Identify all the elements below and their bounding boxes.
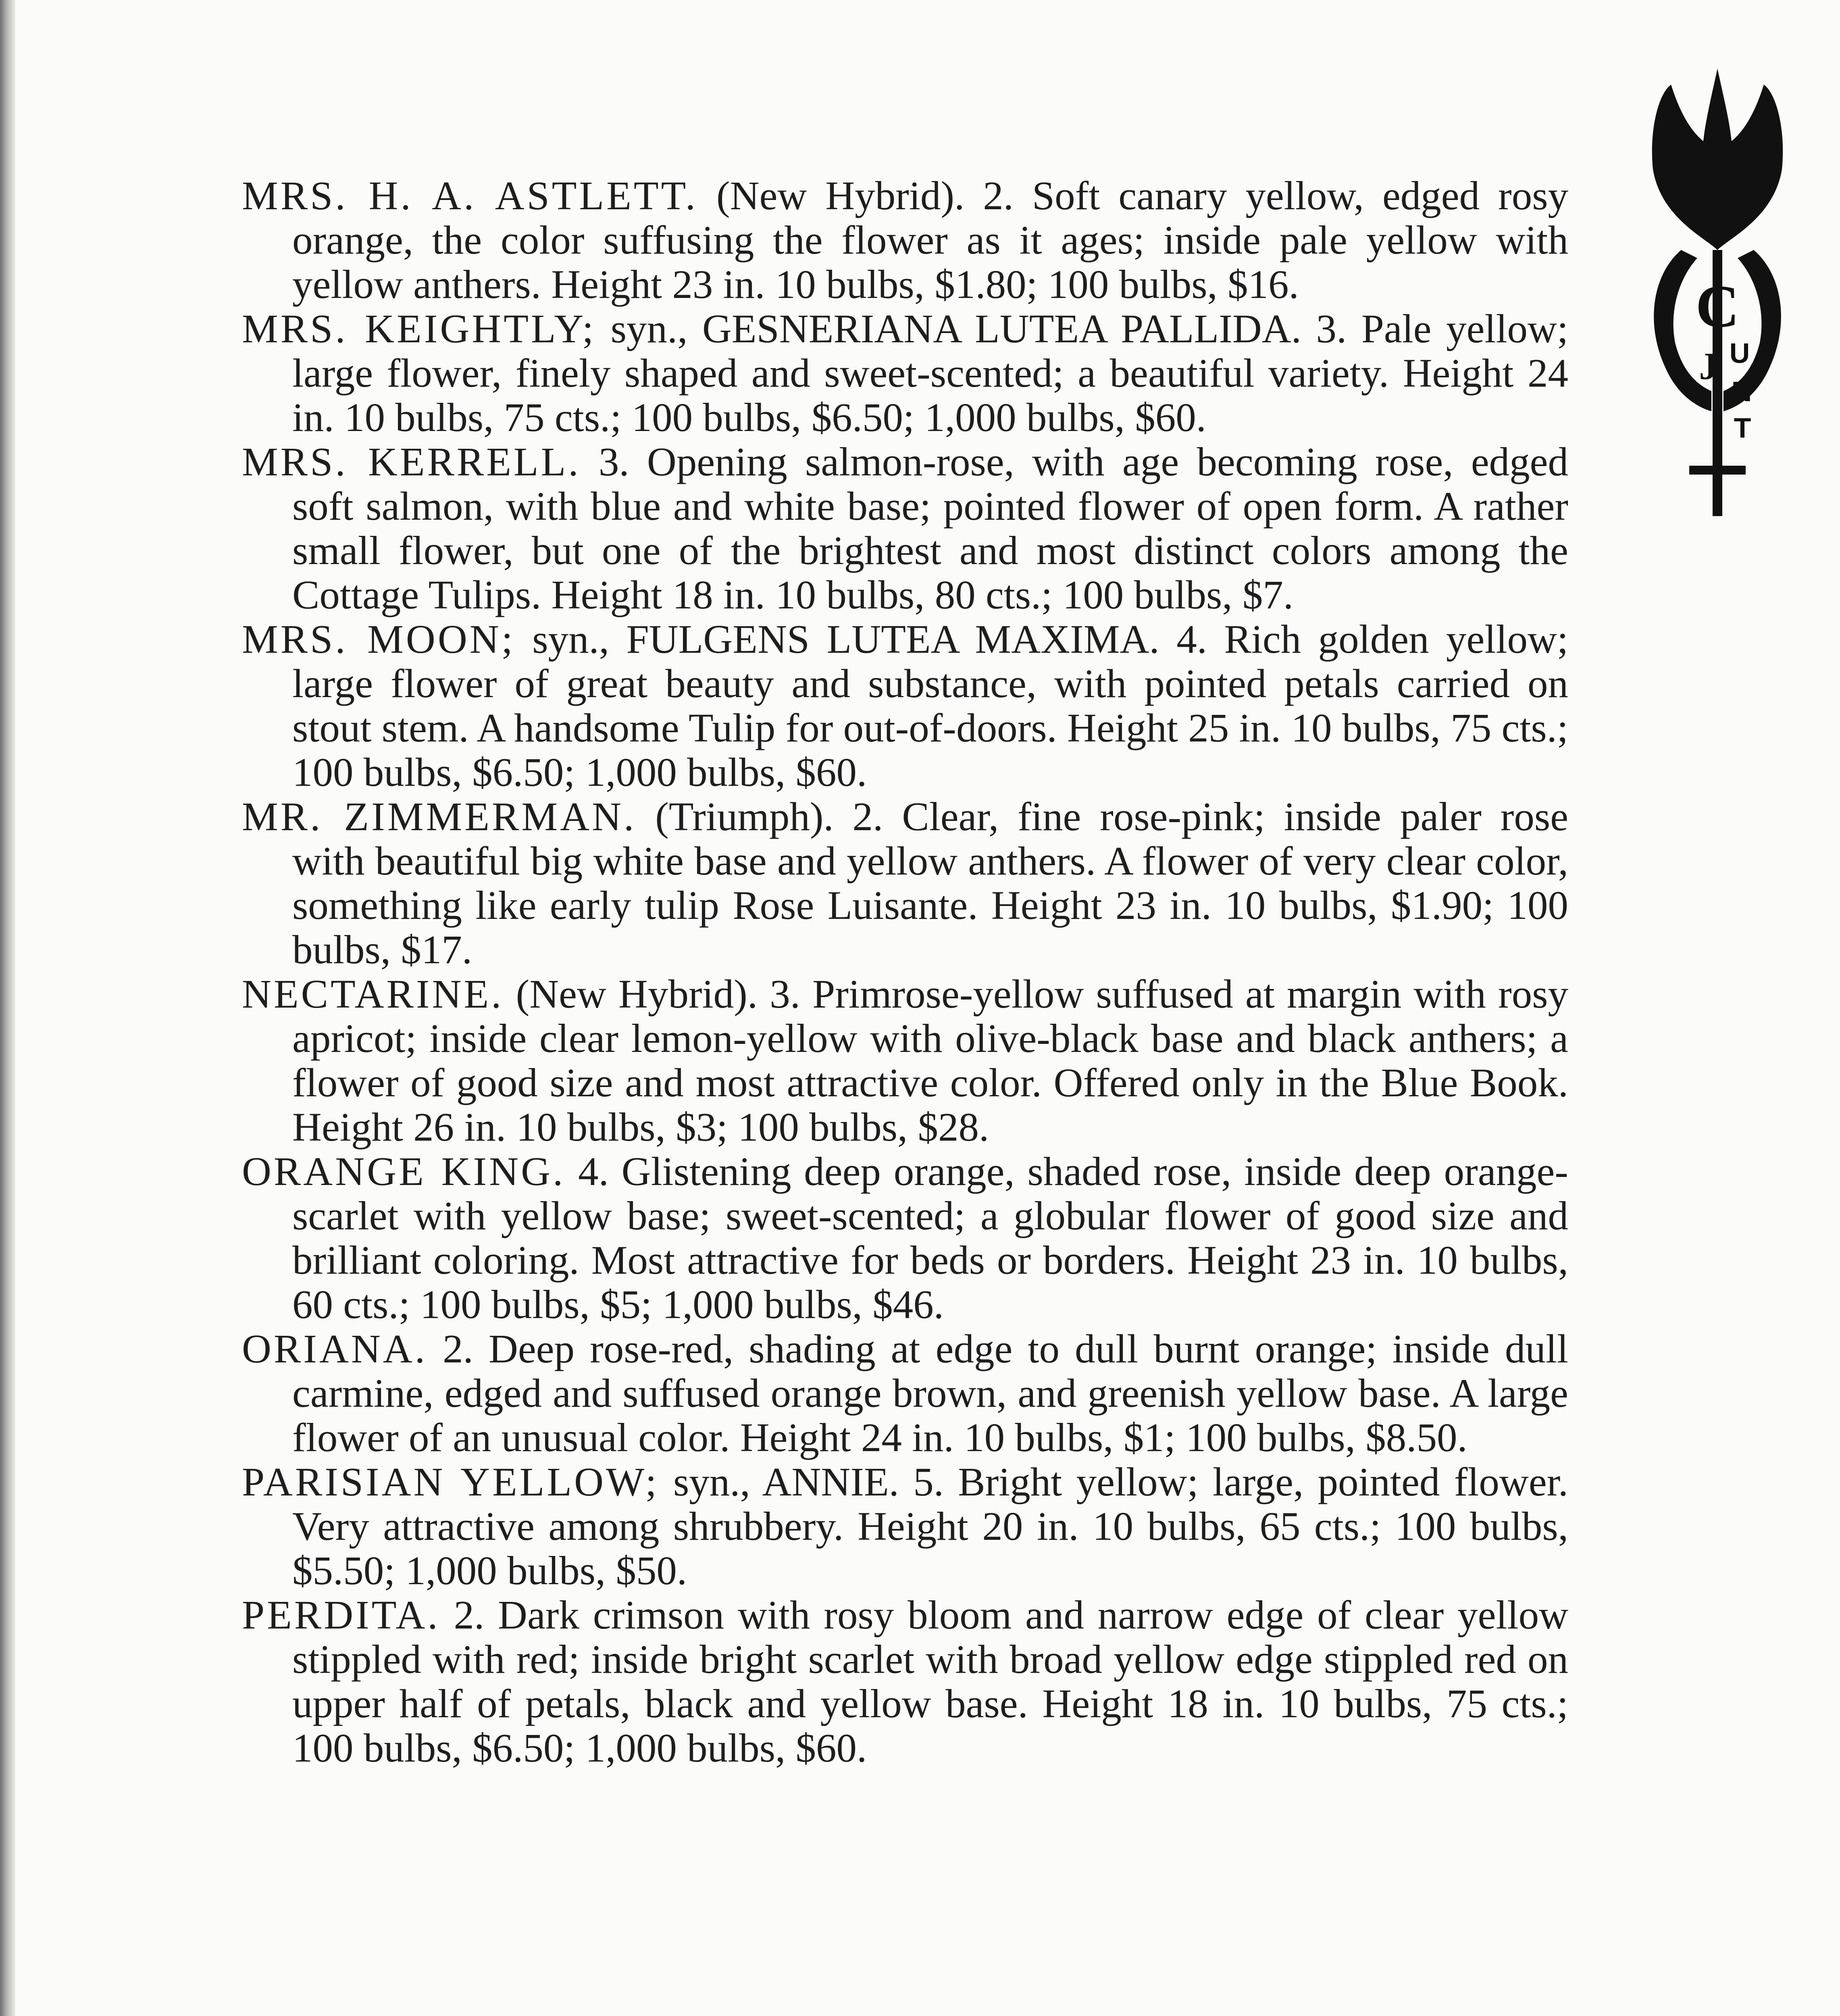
entry-name: PERDITA. xyxy=(242,1592,440,1637)
entry-description: (Triumph). 2. Clear, fine rose-pink; inside paler rose with beautiful big white base and yellow anthers. A flower of very clear color, something like early tulip Rose Luisante. Height 23 in. 10 bulbs, $1.90; 100 bulbs, $17. xyxy=(292,794,1569,972)
catalog-entry xyxy=(242,617,1568,794)
entry-description: (New Hybrid). 2. Soft canary yellow, edged rosy orange, the color suffusing the flower as it ages; inside pale yellow with yellow anthers. Height 23 in. 10 bulbs, $1.80; 100 bulbs, $16. xyxy=(292,173,1568,307)
entry-description: 3. Opening salmon-rose, with age becoming rose, edged soft salmon, with blue and white base; pointed flower of open form. A rather small flower, but one of the brightest and most distinct colors among the Cottage Tulips. Height 18 in. 10 bulbs, 80 cts.; 100 bulbs, $7. xyxy=(292,439,1568,617)
entry-description: (New Hybrid). 3. Primrose-yellow suffused at margin with rosy apricot; inside clear lemon-yellow with olive-black base and black anthers; a flower of good size and most attractive color. Offered only in the Blue Book. Height 26 in. 10 bulbs, $3; 100 bulbs, $28. xyxy=(292,971,1569,1150)
entry-name: MRS. H. A. ASTLETT. xyxy=(242,173,698,218)
catalog-entry xyxy=(242,972,1568,1149)
entry-description: syn., FULGENS LUTEA MAXIMA. 4. Rich golden yellow; large flower of great beauty and substance, with pointed petals carried on stout stem. A handsome Tulip for out-of-doors. Height 25 in. 10 bulbs, 75 cts.; 100 bulbs, $6.50; 1,000 bulbs, $60. xyxy=(292,616,1569,795)
catalog-entry xyxy=(242,306,1568,439)
svg-text:C: C xyxy=(1695,273,1740,340)
catalog-entry xyxy=(242,173,1568,306)
entry-name: ORIANA. xyxy=(242,1326,428,1371)
catalog-entry xyxy=(242,1149,1568,1327)
entry-description: 2. Deep rose-red, shading at edge to dull burnt orange; inside dull carmine, edged and suffused orange brown, and greenish yellow base. A large flower of an unusual color. Height 24 in. 10 bulbs, $1; 100 bulbs, $8.50. xyxy=(292,1326,1569,1460)
entry-description: 2. Dark crimson with rosy bloom and narrow edge of clear yellow stippled with red; inside bright scarlet with broad yellow edge stippled red on upper half of petals, black and yellow base. Height 18 in. 10 bulbs, 75 cts.; 100 bulbs, $6.50; 1,000 bulbs, $60. xyxy=(292,1592,1569,1770)
catalog-entry xyxy=(242,1593,1568,1770)
entry-name: NECTARINE. xyxy=(242,971,504,1016)
catalog-entry xyxy=(242,1327,1568,1460)
svg-text:J: J xyxy=(1699,345,1718,387)
entry-description: syn., GESNERIANA LUTEA PALLIDA. 3. Pale yellow; large flower, finely shaped and sweet-scented; a beautiful variety. Height 24 in. 10 bulbs, 75 cts.; 100 bulbs, $6.50; 1,000 bulbs, $60. xyxy=(292,306,1569,440)
svg-text:T: T xyxy=(1734,412,1751,444)
catalog-entry xyxy=(242,794,1568,972)
entry-name: MRS. MOON; xyxy=(242,616,515,662)
entry-name: MRS. KEIGHTLY; xyxy=(242,306,596,351)
entry-description: 4. Glistening deep orange, shaded rose, inside deep orange-scarlet with yellow base; sweet-scented; a globular flower of good size and brilliant coloring. Most attractive for beds or borders. Height 23 in. 10 bulbs, 60 cts.; 100 bulbs, $5; 1,000 bulbs, $46. xyxy=(292,1149,1568,1327)
catalog-entry xyxy=(242,439,1568,617)
catalog-entry xyxy=(242,1460,1568,1593)
entry-name: ORANGE KING. xyxy=(242,1149,566,1194)
svg-text:N: N xyxy=(1731,376,1752,407)
page-binding-edge xyxy=(0,0,15,2016)
tulip-catalog-entries xyxy=(242,173,1568,1770)
entry-name: MRS. KERRELL. xyxy=(242,439,581,484)
entry-description: syn., ANNIE. 5. Bright yellow; large, pointed flower. Very attractive among shrubbery. Height 20 in. 10 bulbs, 65 cts.; 100 bulbs, $5.50; 1,000 bulbs, $50. xyxy=(292,1459,1569,1593)
tulip-monogram-icon xyxy=(1637,60,1798,520)
entry-name: MR. ZIMMERMAN. xyxy=(242,794,637,839)
entry-name: PARISIAN YELLOW; xyxy=(242,1459,659,1504)
svg-text:U: U xyxy=(1729,337,1750,369)
